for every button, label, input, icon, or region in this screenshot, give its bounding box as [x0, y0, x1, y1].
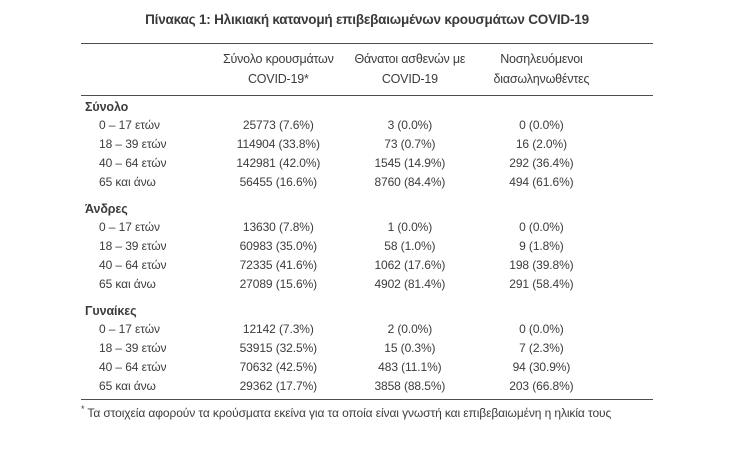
age-label-cell: 65 και άνω — [99, 175, 156, 189]
age-label-cell: 65 και άνω — [99, 379, 156, 393]
col-header-deaths-line2: COVID-19 — [381, 72, 438, 86]
section-label-total — [81, 96, 653, 117]
age-label-cell: 18 – 39 ετών — [99, 137, 167, 151]
table-row — [81, 256, 653, 275]
deaths-cell: 1545 (14.9%) — [374, 156, 446, 170]
table-row — [81, 135, 653, 154]
intubated-cell: 291 (58.4%) — [509, 277, 574, 291]
spacer-cell — [607, 218, 653, 237]
spacer-cell — [607, 377, 653, 396]
deaths-cell: 483 (11.1%) — [378, 360, 442, 374]
deaths-cell: 1 (0.0%) — [387, 220, 433, 234]
table-row — [81, 377, 653, 396]
section-label: Σύνολο — [85, 100, 129, 114]
intubated-cell: 0 (0.0%) — [519, 220, 564, 234]
cases-cell: 72335 (41.6%) — [239, 258, 318, 272]
table-row — [81, 154, 653, 173]
col-header-cases-line2: COVID-19* — [247, 72, 309, 86]
section-label: Γυναίκες — [85, 304, 137, 318]
table-row — [81, 275, 653, 294]
spacer-cell — [607, 275, 653, 294]
table-header — [81, 44, 653, 96]
intubated-cell: 494 (61.6%) — [509, 175, 574, 189]
age-label-cell: 18 – 39 ετών — [99, 341, 167, 355]
age-label-cell: 0 – 17 ετών — [99, 322, 160, 336]
deaths-cell: 3858 (88.5%) — [374, 379, 446, 393]
cases-cell: 25773 (7.6%) — [242, 118, 314, 132]
col-header-deaths-line1: Θάνατοι ασθενών με — [354, 52, 466, 66]
deaths-cell: 8760 (84.4%) — [374, 175, 446, 189]
intubated-cell: 0 (0.0%) — [519, 118, 564, 132]
deaths-cell: 73 (0.7%) — [384, 137, 436, 151]
spacer-cell — [607, 339, 653, 358]
cases-cell: 27089 (15.6%) — [239, 277, 318, 291]
section-label-women — [81, 294, 653, 320]
deaths-cell: 4902 (81.4%) — [374, 277, 446, 291]
col-header-empty — [81, 44, 213, 96]
spacer-cell — [607, 154, 653, 173]
age-label-cell: 40 – 64 ετών — [99, 258, 167, 272]
col-header-intubated-line1: Νοσηλευόμενοι — [500, 52, 583, 66]
cases-cell: 60983 (35.0%) — [239, 239, 318, 253]
intubated-cell: 198 (39.8%) — [509, 258, 574, 272]
cases-cell: 114904 (33.8%) — [236, 137, 320, 151]
col-header-intubated — [476, 44, 608, 96]
age-label-cell: 40 – 64 ετών — [99, 156, 167, 170]
intubated-cell: 16 (2.0%) — [515, 137, 567, 151]
section-total — [81, 96, 653, 193]
table-row — [81, 339, 653, 358]
age-label-cell: 0 – 17 ετών — [99, 220, 160, 234]
spacer-cell — [607, 237, 653, 256]
cases-cell: 13630 (7.8%) — [242, 220, 314, 234]
intubated-cell: 7 (2.3%) — [519, 341, 564, 355]
age-label-cell: 65 και άνω — [99, 277, 156, 291]
footnote-text: Τα στοιχεία αφορούν τα κρούσματα εκείνα για τα οποία είναι γνωστή και επιβεβαιωμένη η ηλικία τους — [87, 406, 612, 420]
intubated-cell: 203 (66.8%) — [509, 379, 574, 393]
table-row — [81, 320, 653, 339]
spacer-cell — [607, 256, 653, 275]
section-label-men — [81, 192, 653, 218]
cases-cell: 53915 (32.5%) — [239, 341, 318, 355]
covid-age-table-sheet — [81, 43, 653, 420]
table-row — [81, 116, 653, 135]
page-title: Πίνακας 1: Ηλικιακή κατανομή επιβεβαιωμένων κρουσμάτων COVID-19 — [145, 12, 589, 27]
table-footnote — [81, 399, 653, 420]
table-row — [81, 358, 653, 377]
age-label-cell: 0 – 17 ετών — [99, 118, 160, 132]
covid-age-table — [81, 43, 653, 396]
intubated-cell: 94 (30.9%) — [512, 360, 571, 374]
col-header-cases-line1: Σύνολο κρουσμάτων — [222, 52, 334, 66]
deaths-cell: 1062 (17.6%) — [374, 258, 446, 272]
table-row — [81, 237, 653, 256]
age-label-cell: 18 – 39 ετών — [99, 239, 167, 253]
section-men — [81, 192, 653, 294]
col-header-intubated-line2: διασωληνωθέντες — [493, 72, 590, 86]
spacer-cell — [607, 173, 653, 192]
section-label: Άνδρες — [85, 202, 128, 216]
cases-cell: 56455 (16.6%) — [239, 175, 318, 189]
deaths-cell: 58 (1.0%) — [384, 239, 436, 253]
cases-cell: 70632 (42.5%) — [239, 360, 318, 374]
age-label-cell: 40 – 64 ετών — [99, 360, 167, 374]
deaths-cell: 2 (0.0%) — [387, 322, 433, 336]
spacer-cell — [607, 320, 653, 339]
spacer-cell — [607, 358, 653, 377]
deaths-cell: 3 (0.0%) — [387, 118, 433, 132]
intubated-cell: 0 (0.0%) — [519, 322, 564, 336]
spacer-cell — [607, 135, 653, 154]
cases-cell: 142981 (42.0%) — [236, 156, 321, 170]
cases-cell: 12142 (7.3%) — [242, 322, 314, 336]
spacer-cell — [607, 116, 653, 135]
col-header-spacer — [607, 44, 653, 96]
table-row — [81, 173, 653, 192]
deaths-cell: 15 (0.3%) — [384, 341, 436, 355]
footnote-asterisk: * — [81, 404, 85, 414]
cases-cell: 29362 (17.7%) — [239, 379, 318, 393]
col-header-deaths — [344, 44, 476, 96]
intubated-cell: 9 (1.8%) — [519, 239, 564, 253]
col-header-cases — [213, 44, 345, 96]
section-women — [81, 294, 653, 396]
table-row — [81, 218, 653, 237]
intubated-cell: 292 (36.4%) — [509, 156, 574, 170]
